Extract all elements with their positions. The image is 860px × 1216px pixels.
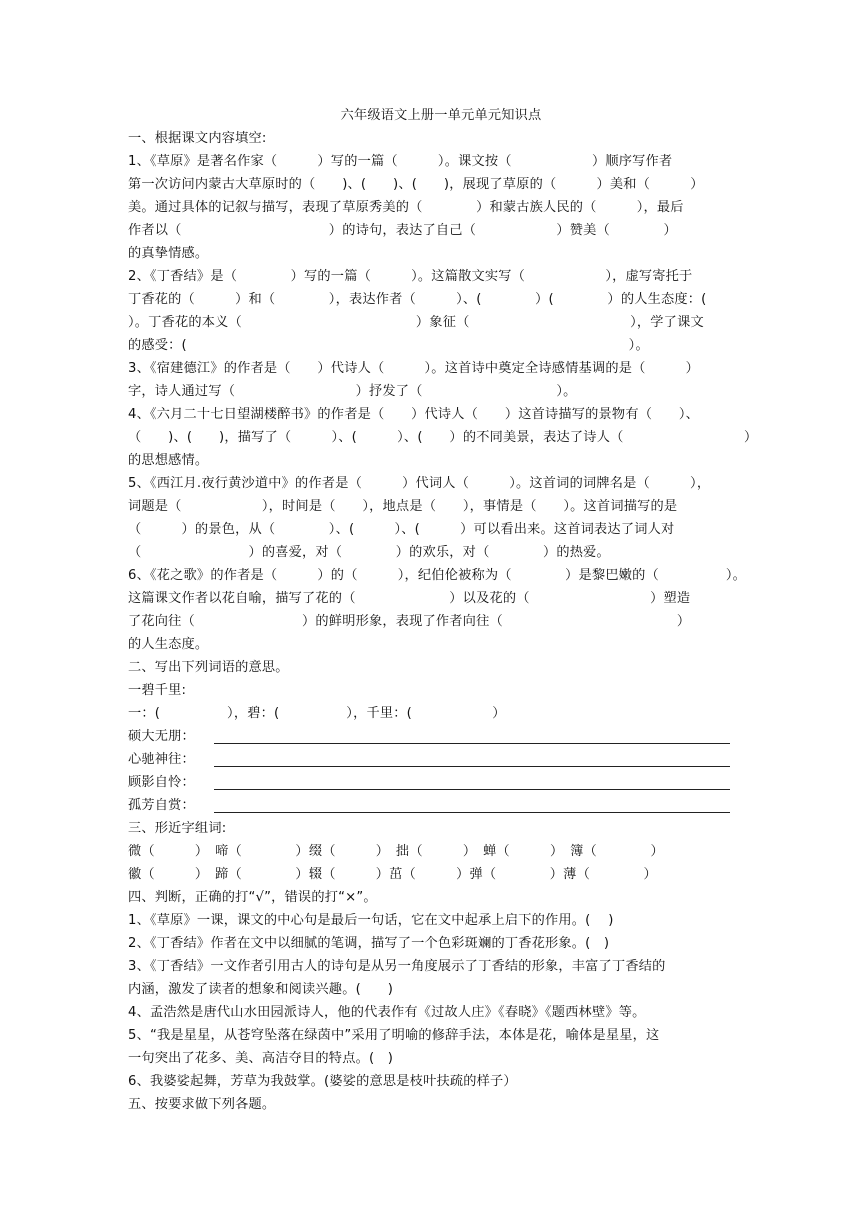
section-1-line: 的思想感情。 [128,453,209,468]
section-1-line: 的真挚情感。 [128,246,209,261]
char-row: 微（ ） 啼（ ）缀（ ） 拙（ ） 蝉（ ） 簿（ ） [128,844,664,859]
term-label: 孤芳自赏： [128,798,195,813]
judge-item: 1、《草原》一课，课文的中心句是最后一句话，它在文中起承上启下的作用。( ) [128,913,614,928]
term-row [128,771,732,794]
section-2-subheading: 一碧千里: [128,683,187,698]
judge-item: 内涵，激发了读者的想象和阅读兴趣。( ) [128,982,394,997]
section-1-line: （ ）的景色，从（ ）、( ）、( ）可以看出来。这首词表达了词人对 [128,522,675,537]
judge-item: 2、《丁香结》作者在文中以细腻的笔调，描写了一个色彩斑斓的丁香花形象。( ) [128,936,610,951]
judge-item: 4、孟浩然是唐代山水田园派诗人，他的代表作有《过故人庄》《春晓》《题西林壁》等。 [128,1005,646,1020]
section-1-line: ）。丁香花的本义（ ）象征（ ），学了课文 [128,315,704,330]
section-4-heading: 四、判断，正确的打“√”，错误的打“×”。 [128,890,377,905]
section-1-line: 2、《丁香结》是（ ）写的一篇（ ）。这篇散文实写（ ），虚写寄托于 [128,269,693,284]
section-1-line: 的感受：( ）。 [128,338,649,353]
section-1-line: （ ）的喜爱，对（ ）的欢乐，对（ ）的热爱。 [128,545,610,560]
section-2-subline: 一：( ），碧：( ），千里：( ） [128,706,506,721]
answer-line[interactable] [214,727,730,744]
term-row [128,748,732,771]
section-1-line: 的人生态度。 [128,637,209,652]
section-1-line: （ )、( )，描写了（ ）、( ）、( ）的不同美景，表达了诗人（ ） [128,430,758,445]
section-1-line: 4、《六月二十七日望湖楼醉书》的作者是（ ）代诗人（ ）这首诗描写的景物有（ ）、 [128,407,700,422]
judge-item: 3、《丁香结》一文作者引用古人的诗句是从另一角度展示了丁香结的形象，丰富了丁香结的 [128,959,666,974]
section-1-line: 这篇课文作者以花自喻，描写了花的（ ）以及花的（ ）塑造 [128,591,691,606]
section-1-line: 3、《宿建德江》的作者是（ ）代诗人（ ）。这首诗中奠定全诗感情基调的是（ ） [128,361,700,376]
section-1-line: 1、《草原》是著名作家（ ）写的一篇（ ）。课文按（ ）顺序写作者 [128,154,673,169]
term-row [128,794,732,817]
section-1-line: 作者以（ ）的诗句，表达了自己（ ）赞美（ ） [128,223,677,238]
worksheet [128,104,758,1116]
judge-item: 6、我婆娑起舞，芳草为我鼓掌。(婆娑的意思是枝叶扶疏的样子） [128,1074,517,1089]
judge-item: 一句突出了花多、美、高洁夺目的特点。( ) [128,1051,394,1066]
section-1-heading: 一、根据课文内容填空: [128,131,267,146]
char-row: 徽（ ） 蹄（ ）辍（ ）茁（ ）弹（ ）薄（ ） [128,867,657,882]
section-5-heading: 五、按要求做下列各题。 [128,1097,276,1112]
page-title: 六年级语文上册一单元单元知识点 [340,108,542,123]
section-1-line: 字，诗人通过写（ ）抒发了（ ）。 [128,384,577,399]
section-1-line: 美。通过具体的记叙与描写，表现了草原秀美的（ ）和蒙古族人民的（ ），最后 [128,200,684,215]
section-1-line: 丁香花的（ ）和（ ），表达作者（ ）、( ）( ）的人生态度：( [128,292,707,307]
term-label: 硕大无朋： [128,729,195,744]
answer-line[interactable] [214,796,730,813]
term-label: 顾影自怜： [128,775,195,790]
answer-line[interactable] [214,750,730,767]
term-row [128,725,732,748]
section-1-line: 6、《花之歌》的作者是（ ）的（ ），纪伯伦被称为（ ）是黎巴嫩的（ ）。 [128,568,746,583]
answer-line[interactable] [214,773,730,790]
section-1-line: 词题是（ ），时间是（ ），地点是（ ），事情是（ ）。这首词描写的是 [128,499,678,514]
section-1-line: 了花向往（ ）的鲜明形象，表现了作者向往（ ） [128,614,691,629]
section-3-heading: 三、形近字组词: [128,821,227,836]
judge-item: 5、“我是星星，从苍穹坠落在绿茵中”采用了明喻的修辞手法，本体是花，喻体是星星，这 [128,1028,660,1043]
section-1-line: 第一次访问内蒙古大草原时的（ )、( )、( )，展现了草原的（ ）美和（ ） [128,177,704,192]
section-2-heading: 二、写出下列词语的意思。 [128,660,289,675]
section-1-line: 5、《西江月.夜行黄沙道中》的作者是（ ）代词人（ ）。这首词的词牌名是（ ）， [128,476,711,491]
term-label: 心驰神往： [128,752,195,767]
